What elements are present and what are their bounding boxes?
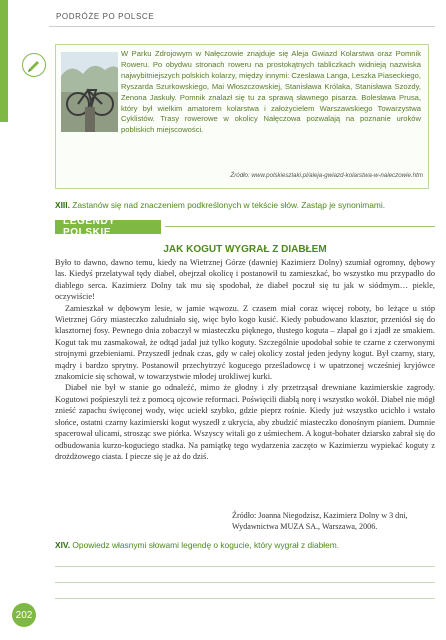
story-text — [55, 257, 435, 462]
running-header: PODRÓŻE PO POLSCE — [56, 12, 155, 21]
story-source-line: Wydawnictwa MUZA SA., Warszawa, 2006. — [232, 522, 378, 531]
pencil-icon — [22, 53, 46, 77]
story-paragraph: Było to dawno, dawno temu, kiedy na Wietrznej Górze (dawniej Kazimierz Dolny) szumiał ogromny, dębowy las. Kiedyś przelatywał tędy diabeł, obejrzał okolicę i postanowił tu zamieszkać, bo wszystko mu przypadło do diablego serca. Kazimierz Dolny tak mu się spodobał, że diabeł poczuł się tu jak w siódmym… piekle, oczywiście! — [55, 258, 435, 302]
bicycle-monument-photo — [61, 52, 118, 132]
task-13 — [55, 200, 435, 210]
answer-line[interactable] — [55, 566, 435, 567]
section-banner: LEGENDY POLSKIE — [55, 220, 161, 234]
header-rule — [49, 26, 435, 27]
story-paragraph: Diabeł nie był w stanie go odnaleźć, mimo że głodny i zły przetrząsał drewniane kazimierskie zagrody. Kogutowi pośpieszyli też z pomocą ojcowie reformaci. Poświęcili diabłą norę i wszystko wokół. Diabeł nie mógł znieść zapachu święconej wody, więc uciekł szybko, gdzie pieprz rośnie. Kiedy już wszystko ucichło i wstało słońce, ostatni czarny kazimierski kogut wyszedł z ukrycia, aby zbudzić miasteczko donośnym pianiem. Dumnie spacerował ulicami, strosząc swe piórka. Wszyscy witali go z uśmiechem. A kogut-bohater dziarsko zabrał się do odbudowania kurzo-koguciego stadka. Na pamiątkę tego wydarzenia zaczęto w Kazimierzu wypiekać koguty z drożdżowego ciasta. I piecze się je aż do dziś. — [55, 383, 435, 461]
task-13-number: XIII. — [55, 200, 70, 210]
task-14-number: XIV. — [55, 540, 71, 550]
chapter-color-stripe — [0, 0, 8, 122]
page-number: 202 — [12, 603, 36, 627]
story-source — [232, 510, 422, 532]
answer-line[interactable] — [55, 598, 435, 599]
task-14-text: Opowiedz własnymi słowami legendę o kogucie, który wygrał z diabłem. — [72, 540, 340, 550]
task-13-text: Zastanów się nad znaczeniem podkreślonych w tekście słów. Zastąp je synonimami. — [72, 200, 386, 210]
story-source-line: Źródło: Joanna Niegodzisz, Kazimierz Dolny w 3 dni, — [232, 511, 408, 520]
answer-line[interactable] — [55, 582, 435, 583]
info-source: Źródło: www.polskieszlaki.pl/aleja-gwiazd-kolarstwa-w-naleczowie.htm — [230, 172, 423, 179]
section-rule — [165, 226, 435, 227]
info-text: W Parku Zdrojowym w Nałęczowie znajduje się Aleja Gwiazd Kolarstwa oraz Pomnik Roweru. Po obydwu stronach roweru na prostokątnych tabliczkach widnieją nazwiska najwybitniejszych polskich kolarzy, między innymi: Czesława Langa, Leszka Piaseckiego, Ryszarda Szurkowskiego, Mai Włoszczowskiej, Stanisława Królaka, Stanisława Szozdy, Zenona Jaskuły. Pomnik znalazł się tu za sprawą sławnego pisarza. Bolesława Prusa, który był wielkim amatorem kolarstwa i założycielem Warszawskiego Towarzystwa Cyklistów. Trasy rowerowe w okolicy Nałęczowa pozwalają na poznanie uroków pobliskich miejscowości. — [121, 49, 421, 135]
task-14 — [55, 540, 435, 550]
story-paragraph: Zamieszkał w dębowym lesie, w jamie wąwozu. Z czasem miał coraz więcej roboty, bo leżące u stóp Wietrznej Góry miasteczko zaludniało się, więc było kogo kusić. Kiedy pobudowano klasztor, przeniósł się do klasztornej fosy. Pewnego dnia zobaczył w miasteczku pięknego, tłustego koguta – złapał go i zjadł ze smakiem. Kogut tak mu zasmakował, że odtąd jadał już tylko koguty. Szczególnie upodobał sobie te czarne z czerwonymi strojnymi grzebieniami. Przyszedł jednak czas, gdy w całej okolicy został jeden jedyny kogut. Był czarny, stary, mądry i bardzo sprytny. Postanowił przechytrzyć kogucego prześladowcę i w upatrzonej wcześniej kryjówce znakomicie się schował, w towarzystwie młodej urokliwej kurki. — [55, 303, 435, 382]
story-title: JAK KOGUT WYGRAŁ Z DIABŁEM — [163, 244, 327, 255]
